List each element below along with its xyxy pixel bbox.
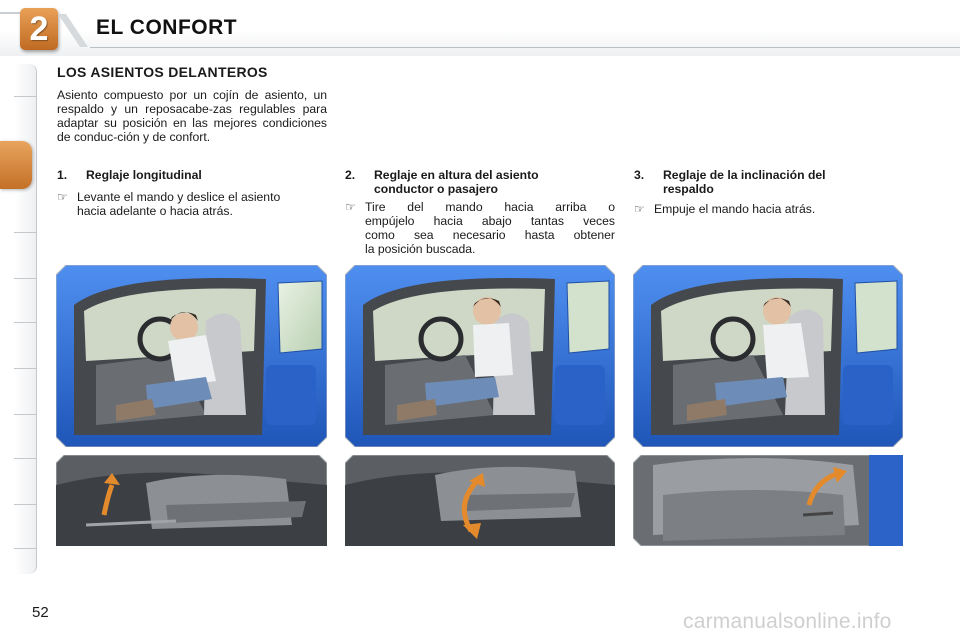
step-3-title <box>663 168 826 196</box>
step-1-number: 1. <box>57 168 68 182</box>
chapter-tab-divider <box>14 414 36 415</box>
step-2-instruction-line: empújelo hacia abajo tantas veces <box>365 214 615 228</box>
watermark: carmanualsonline.info <box>683 610 892 633</box>
step-2-instruction-line: la posición buscada. <box>365 242 476 256</box>
step-1-instruction <box>57 190 329 220</box>
step-2-instruction-line: Tire del mando hacia arriba o <box>365 200 615 214</box>
chapter-tab-divider <box>14 96 36 97</box>
step-3-title-line: Reglaje de la inclinación del <box>663 168 826 182</box>
car-seat-illustration-1 <box>56 265 327 447</box>
step-3-instruction-line: Empuje el mando hacia atrás. <box>654 202 816 216</box>
step-2-number: 2. <box>345 168 356 182</box>
step-2-instruction <box>345 200 617 258</box>
header-divider <box>90 47 960 48</box>
step-2-instruction-line: como sea necesario hasta obtener <box>365 228 615 242</box>
chapter-title: EL CONFORT <box>96 16 238 39</box>
seat-lever-closeup-1 <box>56 455 327 546</box>
step-3-heading <box>634 168 904 196</box>
chapter-tab-divider <box>14 322 36 323</box>
chapter-tab-divider <box>14 504 36 505</box>
seat-lever-closeup-2 <box>345 455 615 546</box>
active-chapter-tab[interactable] <box>0 141 32 189</box>
chapter-tab-divider <box>14 368 36 369</box>
step-3-number: 3. <box>634 168 645 182</box>
seat-lever-closeup-3 <box>633 455 903 546</box>
car-seat-illustration-3 <box>633 265 903 447</box>
hand-pointer-icon: ☞ <box>57 190 68 204</box>
step-1-instruction-line: Levante el mando y deslice el asiento <box>77 190 281 204</box>
step-2-heading <box>345 168 615 196</box>
chapter-tab-divider <box>14 232 36 233</box>
chapter-tab-divider <box>14 458 36 459</box>
section-intro: Asiento compuesto por un cojín de asiento, un respaldo y un reposacabe-zas regulables para adaptar su posición en las mejores condiciones de conduc-ción y de confort. <box>57 88 327 144</box>
chapter-tab-divider <box>14 548 36 549</box>
step-1-instruction-line: hacia adelante o hacia atrás. <box>77 204 233 218</box>
car-seat-illustration-2 <box>345 265 615 447</box>
step-2-title <box>374 168 539 196</box>
step-3-title-line: respaldo <box>663 182 714 196</box>
step-1-title: Reglaje longitudinal <box>86 168 202 182</box>
hand-pointer-icon: ☞ <box>345 200 356 214</box>
chapter-number-badge: 2 <box>20 8 58 50</box>
step-2-title-line: Reglaje en altura del asiento <box>374 168 539 182</box>
hand-pointer-icon: ☞ <box>634 202 645 216</box>
step-2-title-line: conductor o pasajero <box>374 182 498 196</box>
section-title: LOS ASIENTOS DELANTEROS <box>57 64 268 80</box>
header-swoosh-icon <box>58 14 88 48</box>
page-number: 52 <box>32 604 49 621</box>
step-3-instruction <box>634 202 902 218</box>
chapter-tab-divider <box>14 278 36 279</box>
